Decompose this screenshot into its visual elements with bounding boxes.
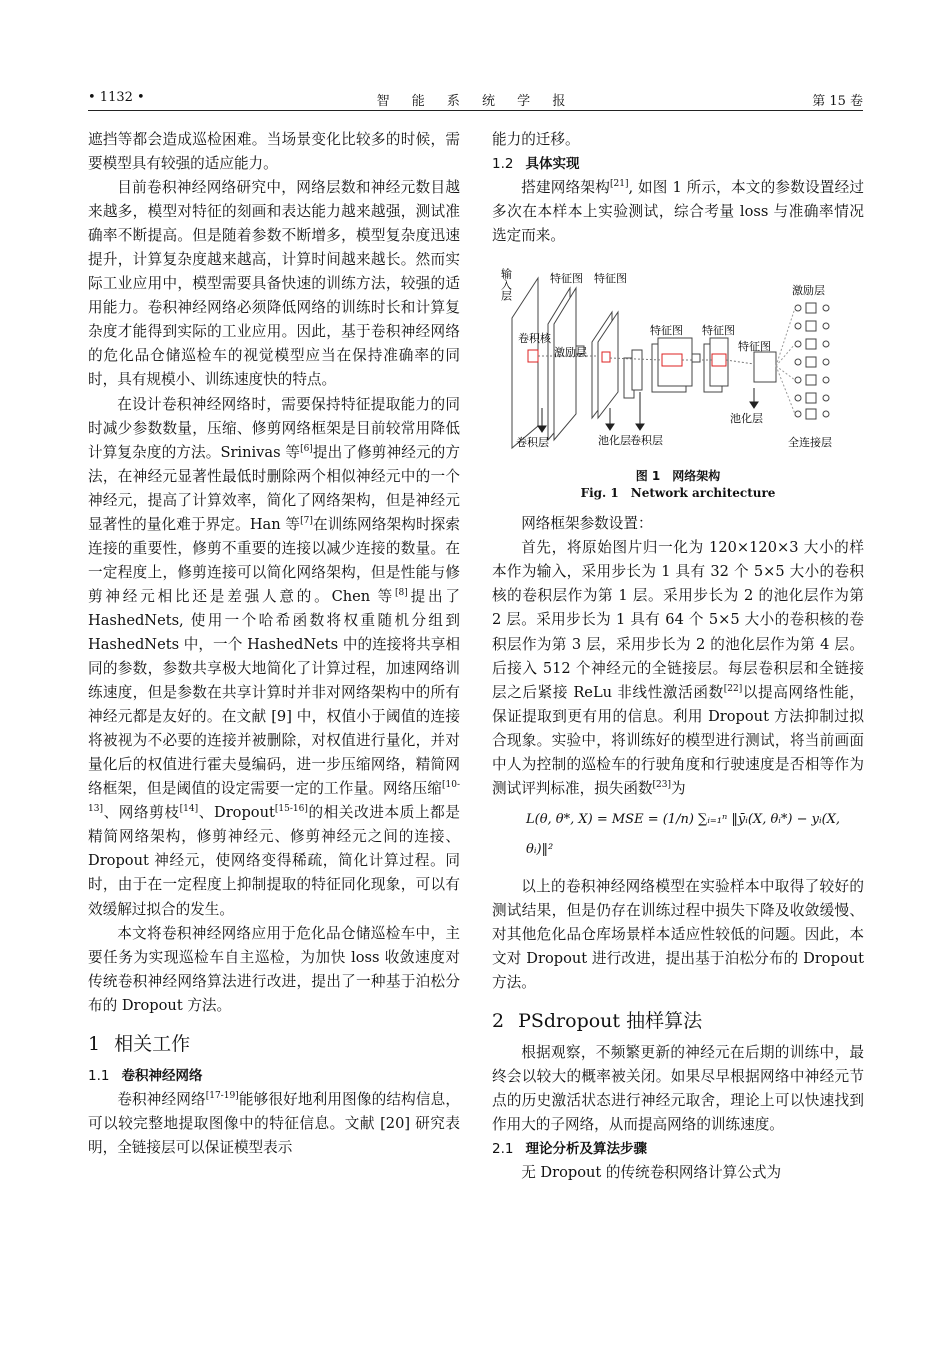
- fig-label-kernel: 卷积核: [518, 332, 551, 346]
- subsection-heading: 1.1 卷积神经网络: [88, 1067, 203, 1084]
- subsection-heading: 1.2 具体实现: [492, 156, 580, 173]
- section-heading: 2 PSdropout 抽样算法: [492, 1010, 703, 1033]
- fig-label-featmap: 特征图: [550, 272, 583, 286]
- journal-name: 智 能 系 统 学 报: [376, 94, 575, 109]
- loss-formula: L(θ, θ*, X) = MSE = (1/n) ∑ᵢ₌₁ⁿ ‖ȳᵢ(X, θᵢ*) − yᵢ(X, θᵢ)‖²: [526, 811, 841, 857]
- figure-network-architecture: [492, 258, 864, 466]
- fig-label-relu: 激励层: [792, 284, 825, 298]
- fig-label-featmap: 特征图: [738, 340, 771, 354]
- paragraph: 无 Dropout 的传统卷积网络计算公式为: [521, 1164, 782, 1182]
- citation: [10-13]: [88, 780, 460, 815]
- fig-label-input: 输入层: [499, 268, 513, 302]
- conv-block: [710, 338, 728, 386]
- fig-label-conv: 卷积层: [516, 436, 549, 450]
- fig-label-pool: 池化层: [598, 434, 631, 448]
- fig-label-featmap: 特征图: [594, 272, 627, 286]
- paragraph: 遮挡等都会造成巡检困难。当场景变化比较多的时候，需要模型具有较强的适应能力。: [88, 131, 460, 173]
- fig-label-fc: 全连接层: [788, 436, 832, 450]
- conv-block: [658, 338, 692, 386]
- paragraph: 首先，将原始图片归一化为 120×120×3 大小的样本作为输入，采用步长为 1 具有 32 个 5×5 大小的卷积核的卷积层作为第 1 层。采用步长为 2 的池化层作为第 2 层。采用步长为 1 具有 64 个 5×5 大小的卷积核的卷积层作为第 3 层，采用步长为 2 的池化层作为第 4 层。后接入 512 个神经元的全链接层。每层卷积层和全链接层之后紧接 ReLu 非线性激活函数[22]以提高网络性能，保证提取到更有用的信息。利用 Dropout 方法抑制过拟合现象。实验中，将训练好的模型进行测试，将当前画面中人为控制的巡检车的行驶角度和行驶速度是否相等作为测试评判标准，损失函数[23]为: [492, 539, 864, 797]
- fig-label-conv: 卷积层: [630, 434, 663, 448]
- citation: [7]: [300, 515, 313, 526]
- paragraph: 在设计卷积神经网络时，需要保持特征提取能力的同时减少参数数量，压缩、修剪网络框架是目前较常用降低计算复杂度的方法。Srinivas 等[6]提出了修剪神经元的方法，在神经元显著性最低时删除两个相似神经元中的一个神经元，提高了计算效率，简化了网络架构，但是神经元显著性的量化难于界定。Han 等[7]在训练网络架构时探索连接的重要性，修剪不重要的连接以减少连接的数量。在一定程度上，修剪连接可以简化网络架构，但是性能与修剪神经元相比还是差强人意的。Chen 等[8]提出了 HashedNets, 使用一个哈希函数将权重随机分组到 HashedNets 中，一个 HashedNets 中的连接将共享相同的参数，参数共享极大地简化了计算过程，加速网络训练速度，但是参数在共享计算时并非对网络架构中的所有神经元都是友好的。在文献 [9] 中，权值小于阈值的连接将被视为不必要的连接并被删除，对权值进行量化，并对量化后的权值进行霍夫曼编码，进一步压缩网络，精简网络框架，但是阈值的设定需要一定的工作量。网络压缩[10-13]、网络剪枝[14]、Dropout[15-16]的相关改进本质上都是精简网络架构，修剪神经元、修剪神经元之间的连接、Dropout 神经元，使网络变得稀疏，简化计算过程。同时，由于在一定程度上抑制提取的特征同化现象，可以有效缓解过拟合的发生。: [88, 395, 460, 918]
- fig-label-featmap: 特征图: [702, 324, 735, 338]
- paragraph: 本文将卷积神经网络应用于危化品仓储巡检车中，主要任务为实现巡检车自主巡检，为加快 loss 收敛速度对传统卷积神经网络算法进行改进，提出了一种基于泊松分布的 Dropout 方法。: [88, 924, 460, 1014]
- paragraph: 卷积神经网络[17-19]能够很好地利用图像的结构信息，可以较完整地提取图像中的特征信息。文献 [20] 研究表明，全链接层可以保证模型表示: [88, 1090, 460, 1156]
- fig-label-pool: 池化层: [730, 412, 763, 426]
- subsection-heading: 2.1 理论分析及算法步骤: [492, 1141, 647, 1158]
- input-slab: [512, 278, 538, 448]
- paragraph: 目前卷积神经网络研究中，网络层数和神经元数目越来越多，模型对特征的刻画和表达能力越来越强，测试准确率不断提高。但是随着参数不断增多，模型复杂度迅速提升，计算复杂度越来越高，计算时间越来越长。然而实际工业应用中，模型需要具备快速的训练方法，较强的适用能力。卷积神经网络必须降低网络的训练时长和计算复杂度才能得到实际的工业应用。因此，基于卷积神经网络的危化品仓储巡检车的视觉模型应当在保持准确率的同时，具有规模小、训练速度快的特点。: [88, 179, 460, 389]
- section-heading: 1 相关工作: [88, 1032, 191, 1055]
- running-header: [88, 90, 863, 111]
- citation: [17-19]: [205, 1090, 239, 1101]
- paragraph: 网络框架参数设置：: [521, 515, 653, 533]
- pool-block: [632, 350, 642, 390]
- fig-label-featmap: 特征图: [650, 324, 683, 338]
- citation: [6]: [300, 443, 313, 454]
- citation: [21]: [610, 179, 629, 190]
- pool-block: [754, 352, 776, 382]
- right-column: [492, 128, 864, 1185]
- citation: [15-16]: [274, 804, 308, 815]
- page-number: • 1132 •: [88, 90, 145, 105]
- volume-label: 第 15 卷: [812, 94, 863, 109]
- paragraph: 能力的迁移。: [492, 131, 580, 148]
- citation: [14]: [179, 804, 199, 815]
- citation: [22]: [723, 683, 743, 694]
- fig-label-relu: 激励层: [554, 346, 587, 360]
- paragraph: 搭建网络架构[21], 如图 1 所示，本文的参数设置经过多次在本样本上实验测试，综合考量 loss 与准确率情况选定而来。: [492, 179, 864, 245]
- citation: [8]: [395, 588, 408, 599]
- paragraph: 根据观察，不频繁更新的神经元在后期的训练中，最终会以较大的概率被关闭。如果尽早根据网络中神经元节点的历史激活状态进行神经元取舍，理论上可以快速找到作用大的子网络，从而提高网络的训练速度。: [492, 1044, 864, 1134]
- citation: [23]: [652, 779, 672, 790]
- network-architecture-diagram: [492, 258, 864, 458]
- paragraph: 以上的卷积神经网络模型在实验样本中取得了较好的测试结果，但是仍存在训练过程中损失下降及收敛缓慢、对其他危化品仓库场景样本适应性较低的问题。因此，本文对 Dropout 进行改进，提出基于泊松分布的 Dropout 方法。: [492, 877, 864, 992]
- figure-caption-en: Fig. 1 Network architecture: [580, 486, 776, 501]
- figure-caption-cn: 图 1 网络架构: [635, 469, 721, 484]
- left-column: [88, 128, 460, 1160]
